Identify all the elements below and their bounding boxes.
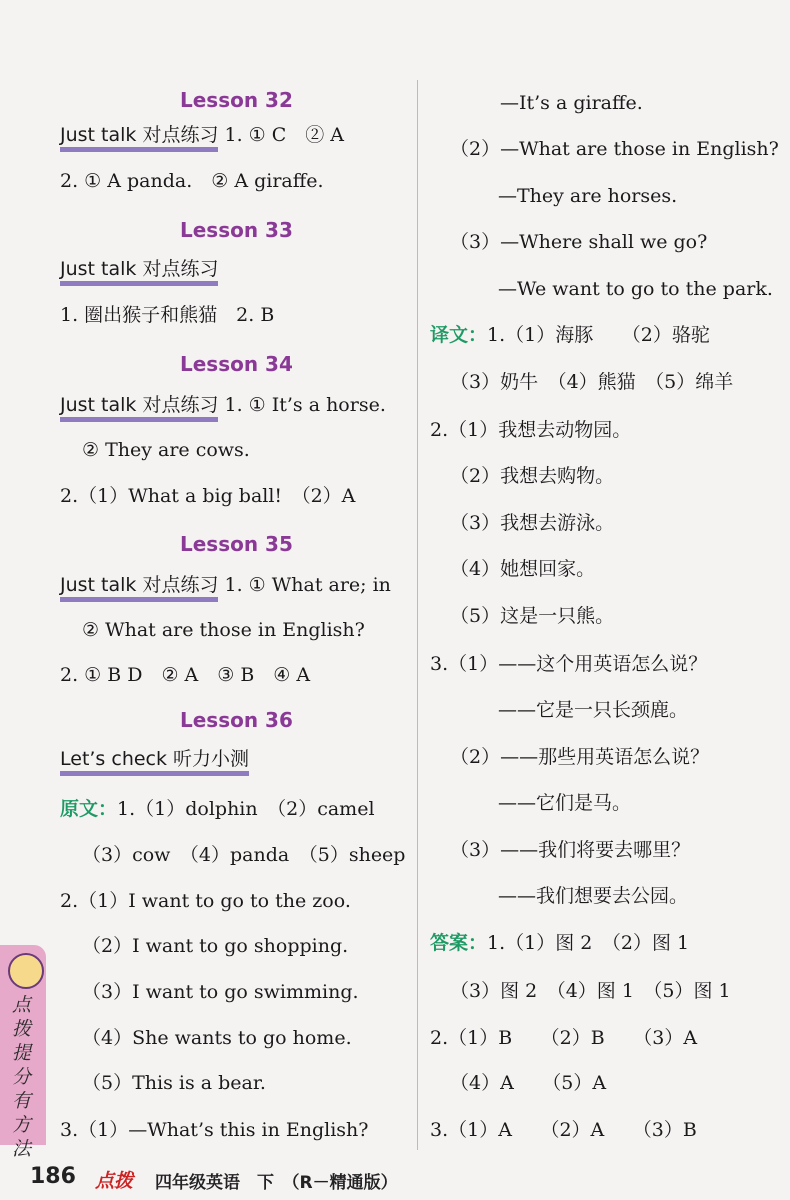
l32-section-title: Just talk 对点练习 [60,124,218,152]
translation-line-5: （3）我想去游泳。 [450,512,615,534]
l32-answer-1-text: 1. ① C ② A [218,124,345,146]
l36-section-line [60,746,249,772]
translation-line-8: 3.（1）——这个用英语怎么说？ [430,653,708,675]
translation-line-9: ——它是一只长颈鹿。 [498,699,689,721]
l35-answer-2: ② What are those in English? [82,619,365,641]
lesson-34-heading: Lesson 34 [180,352,293,376]
transcript-line-7: （5）This is a bear. [82,1072,266,1094]
transcript-line-1-text: 1.（1）dolphin （2）camel [117,798,375,820]
transcript-line-2: （3）cow （4）panda （5）sheep [82,844,406,866]
column-divider [417,80,418,1150]
answer-line-4: （4）A （5）A [450,1072,607,1094]
answer-line-1-text: 1.（1）图 2 （2）图 1 [487,932,690,954]
lesson-36-heading: Lesson 36 [180,708,293,732]
answer-line-3: 2.（1）B （2）B （3）A [430,1027,698,1049]
transcript-line-4: （2）I want to go shopping. [82,935,349,957]
l34-answer-2: ② They are cows. [82,439,250,461]
l33-section-title: Just talk 对点练习 [60,258,218,286]
brand-logo: 点拨 [95,1170,134,1192]
transcript-line-8: 3.（1）—What’s this in English? [60,1119,369,1141]
answer-label: 答案： [430,932,488,954]
l35-answer-1 [60,572,391,598]
l34-answer-1 [60,392,386,418]
l35-answer-3: 2. ① B D ② A ③ B ④ A [60,664,311,686]
book-title: 四年级英语 下 （R－精通版） [155,1173,398,1193]
l34-answer-1-text: 1. ① It’s a horse. [218,394,386,416]
transcript-line-1 [60,796,375,822]
translation-line-3: 2.（1）我想去动物园。 [430,419,632,441]
l36-section-title: Let’s check 听力小测 [60,748,249,776]
transcript-line-10: （2）—What are those in English? [450,138,779,160]
page-number: 186 [30,1164,76,1189]
l35-answer-1-text: 1. ① What are; in [218,574,391,596]
translation-line-1 [430,322,710,348]
l34-section-title: Just talk 对点练习 [60,394,218,422]
l32-answer-2: 2. ① A panda. ② A giraffe. [60,170,324,192]
side-tab [0,945,46,1160]
transcript-line-5: （3）I want to go swimming. [82,981,359,1003]
l33-answer-1: 1. 圈出猴子和熊猫 2. B [60,304,275,326]
transcript-line-11: —They are horses. [498,185,678,207]
answer-line-2: （3）图 2 （4）图 1 （5）图 1 [450,980,731,1002]
l34-answer-3: 2.（1）What a big ball! （2）A [60,485,356,507]
translation-line-6: （4）她想回家。 [450,558,596,580]
lesson-33-heading: Lesson 33 [180,218,293,242]
lesson-32-heading: Lesson 32 [180,88,293,112]
transcript-line-6: （4）She wants to go home. [82,1027,352,1049]
l33-section-line [60,256,218,282]
lesson-35-heading: Lesson 35 [180,532,293,556]
transcript-line-3: 2.（1）I want to go to the zoo. [60,890,351,912]
translation-label: 译文： [430,324,488,346]
answer-line-5: 3.（1）A （2）A （3）B [430,1119,697,1141]
translation-line-10: （2）——那些用英语怎么说？ [450,746,710,768]
transcript-line-9: —It’s a giraffe. [500,92,643,114]
transcript-line-13: —We want to go to the park. [498,278,773,300]
answer-line-1 [430,930,689,956]
translation-line-1-text: 1.（1）海豚 （2）骆驼 [487,324,710,346]
translation-line-13: ——我们想要去公园。 [498,885,689,907]
mascot-face-icon [8,953,44,989]
transcript-label: 原文： [60,798,118,820]
translation-line-4: （2）我想去购物。 [450,465,615,487]
side-tab-text: 点拨提分有方法 [12,994,32,1160]
page-footer [0,1160,790,1200]
translation-line-2: （3）奶牛 （4）熊猫 （5）绵羊 [450,371,734,393]
l32-answer-1 [60,122,344,148]
l35-section-title: Just talk 对点练习 [60,574,218,602]
translation-line-7: （5）这是一只熊。 [450,605,615,627]
translation-line-11: ——它们是马。 [498,792,632,814]
transcript-line-12: （3）—Where shall we go? [450,231,708,253]
translation-line-12: （3）——我们将要去哪里？ [450,839,691,861]
